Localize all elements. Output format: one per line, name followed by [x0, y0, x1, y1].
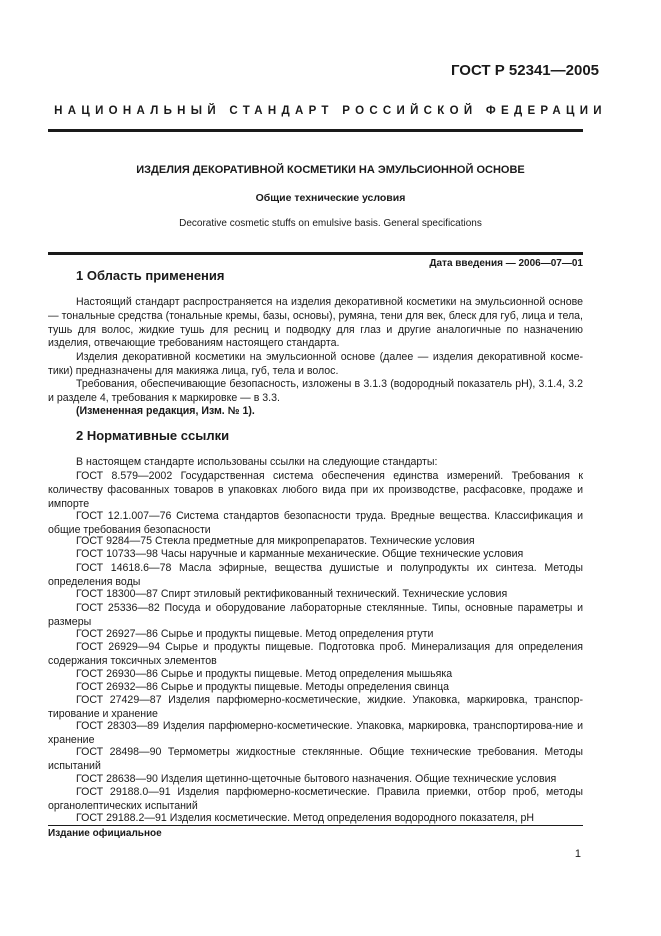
section-1-heading: 1 Область применения	[76, 268, 225, 283]
reference-item: ГОСТ 25336—82 Посуда и оборудование лабораторные стеклянные. Типы, основные параметры и размеры	[48, 602, 583, 628]
references-intro: В настоящем стандарте использованы ссылки на следующие стандарты:	[76, 456, 438, 468]
page-number: 1	[574, 848, 581, 860]
english-title: Decorative cosmetic stuffs on emulsive basis. General specifications	[179, 218, 482, 229]
reference-item: ГОСТ 8.579—2002 Государственная система обеспечения единства измерений. Требования к количеству фасованных товаров в упаковках любого вида при их производстве, расфасовке, продаже и импорте	[48, 470, 583, 510]
official-edition-label: Издание официальное	[48, 828, 162, 839]
reference-item: ГОСТ 28498—90 Термометры жидкостные стеклянные. Общие технические требования. Методы испытаний	[48, 746, 583, 772]
reference-item: ГОСТ 14618.6—78 Масла эфирные, вещества душистые и полупродукты их синтеза. Методы определения воды	[48, 562, 583, 588]
section-1-paragraph: Требования, обеспечивающие безопасность, изложены в 3.1.3 (водородный показатель pH), 3.1.4, 3.2 и разделе 4, требования к маркировке — в 3.3.	[48, 378, 583, 404]
reference-item: ГОСТ 26930—86 Сырье и продукты пищевые. Метод определения мышьяка	[76, 668, 453, 680]
section-1-paragraph: Настоящий стандарт распространяется на изделия декоративной косметики на эмульсионной основе — тональные средства (тональные кремы, базы, основы), румяна, тени для век, блеск для губ, лица и тела, тушь для волос, жидкие тушь для ресниц и подводку для глаз и другие аналогичные по назначению изделия, отвечающие требованиям настоящего стандарта.	[48, 296, 583, 350]
title-divider	[48, 252, 583, 255]
reference-item: ГОСТ 29188.0—91 Изделия парфюмерно-косметические. Правила приемки, отбор проб, методы органолептических испытаний	[48, 786, 583, 812]
section-1-paragraph: Изделия декоративной косметики на эмульсионной основе (далее — изделия декоративной косме-тики) предназначены для макияжа лица, губ, тела и волос.	[48, 351, 583, 377]
reference-item: ГОСТ 18300—87 Спирт этиловый ректификованный технический. Технические условия	[76, 588, 508, 600]
reference-item: ГОСТ 12.1.007—76 Система стандартов безопасности труда. Вредные вещества. Классификация и общие требования безопасности	[48, 510, 583, 536]
reference-item: ГОСТ 28303—89 Изделия парфюмерно-косметические. Упаковка, маркировка, транспортирова-ние и хранение	[48, 720, 583, 746]
reference-item: ГОСТ 29188.2—91 Изделия косметические. Метод определения водородного показателя, pH	[76, 812, 535, 824]
footer-divider	[48, 825, 583, 826]
document-subtitle: Общие технические условия	[255, 192, 406, 204]
reference-item: ГОСТ 26927—86 Сырье и продукты пищевые. Метод определения ртути	[76, 628, 434, 640]
reference-item: ГОСТ 26932—86 Сырье и продукты пищевые. Методы определения свинца	[76, 681, 450, 693]
reference-item: ГОСТ 10733—98 Часы наручные и карманные механические. Общие технические условия	[76, 548, 524, 560]
reference-item: ГОСТ 26929—94 Сырье и продукты пищевые. Подготовка проб. Минерализация для определения содержания токсичных элементов	[48, 641, 583, 667]
section-2-heading: 2 Нормативные ссылки	[76, 428, 230, 443]
reference-item: ГОСТ 27429—87 Изделия парфюмерно-косметические, жидкие. Упаковка, маркировка, транспор-тирование и хранение	[48, 694, 583, 720]
reference-item: ГОСТ 9284—75 Стекла предметные для микропрепаратов. Технические условия	[76, 535, 475, 547]
top-divider	[48, 129, 583, 132]
national-standard-line: НАЦИОНАЛЬНЫЙ СТАНДАРТ РОССИЙСКОЙ ФЕДЕРАЦИИ	[54, 105, 607, 117]
reference-item: ГОСТ 28638—90 Изделия щетинно-щеточные бытового назначения. Общие технические условия	[76, 773, 557, 785]
amendment-note: (Измененная редакция, Изм. № 1).	[76, 405, 255, 417]
introduction-date: Дата введения — 2006—07—01	[429, 258, 583, 269]
document-title: ИЗДЕЛИЯ ДЕКОРАТИВНОЙ КОСМЕТИКИ НА ЭМУЛЬСИОННОЙ ОСНОВЕ	[136, 164, 525, 176]
standard-code: ГОСТ Р 52341—2005	[450, 62, 599, 79]
